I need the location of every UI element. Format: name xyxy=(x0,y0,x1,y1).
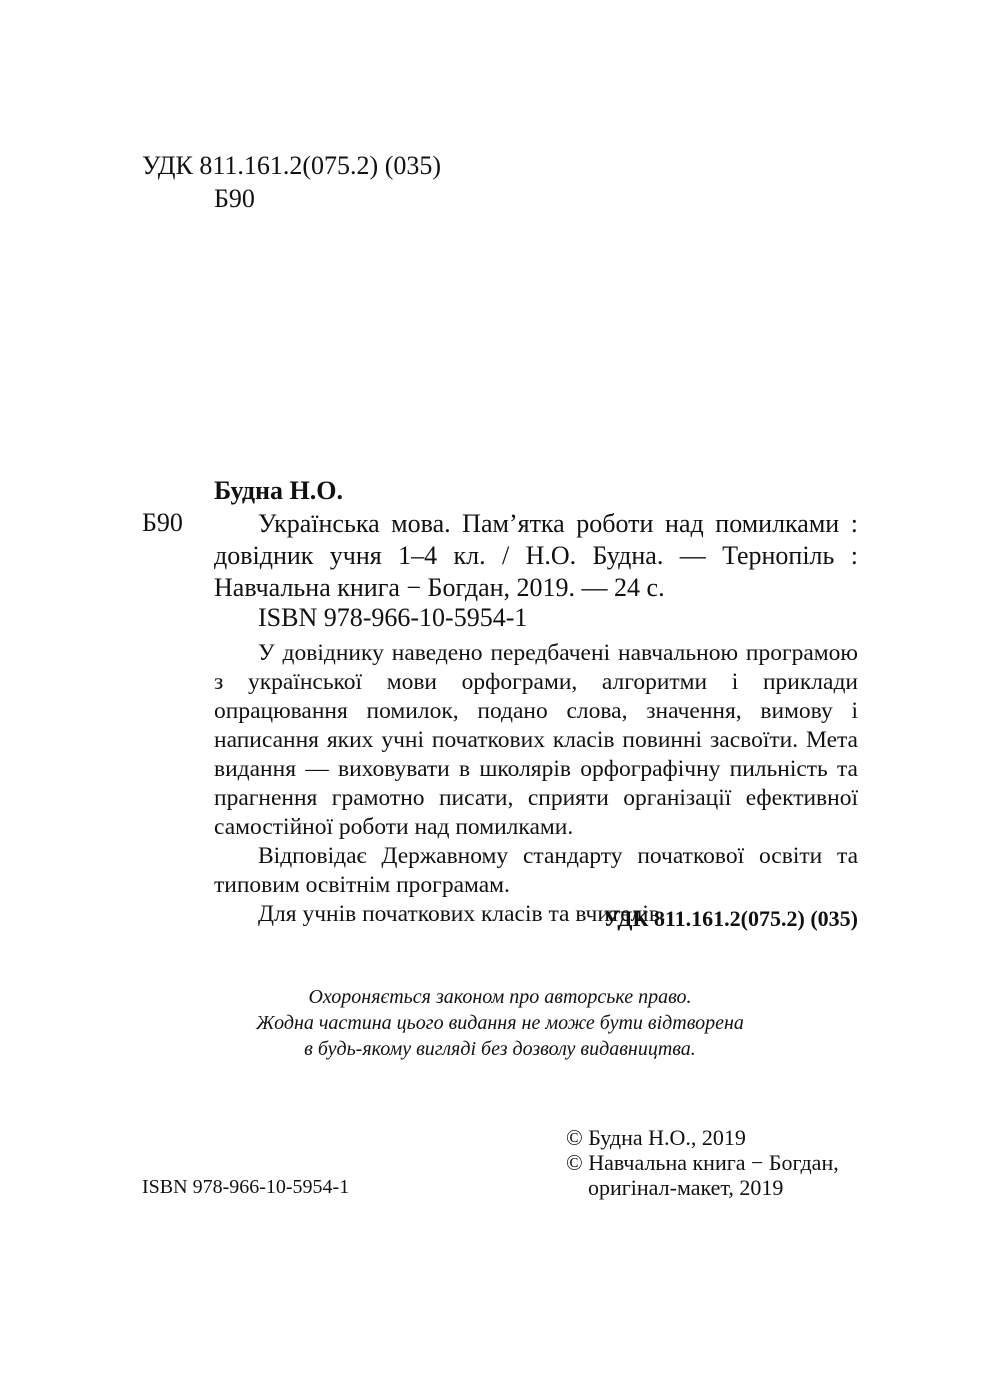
bibliographic-description xyxy=(214,508,858,604)
copyright-notice xyxy=(142,984,858,1062)
udk-card: УДК 811.161.2(075.2) (035) xyxy=(603,906,858,931)
annotation-paragraph: Для учнів початкових класів та вчителів. xyxy=(258,901,666,927)
author-code-header: Б90 xyxy=(214,184,255,213)
isbn-card: ISBN 978-966-10-5954-1 xyxy=(258,603,528,632)
copyright-author: © Будна Н.О., 2019 xyxy=(566,1125,746,1150)
annotation-paragraph: У довіднику наведено передбачені навчальною програмою з української мови орфограми, алгоритми і приклади опрацювання помилок, подано слова, значення, вимову і написання яких учні початкових класів повинні засвоїти. Мета видання — виховувати в школярів орфографічну пильність та прагнення грамотно писати, сприяти організації ефективної самостійної роботи над помилками. xyxy=(214,640,858,840)
isbn-footer: ISBN 978-966-10-5954-1 xyxy=(142,1176,350,1198)
copyright-publisher: © Навчальна книга − Богдан, xyxy=(566,1150,839,1175)
author-code-side: Б90 xyxy=(142,508,183,537)
annotation-paragraph: Відповідає Державному стандарту початкової освіти та типовим освітнім програмам. xyxy=(214,843,858,898)
author-name: Будна Н.О. xyxy=(214,476,343,505)
copyright-layout: оригінал-макет, 2019 xyxy=(588,1175,784,1200)
copyright-block xyxy=(566,1125,839,1200)
udk-header: УДК 811.161.2(075.2) (035) xyxy=(142,151,442,180)
annotation xyxy=(214,639,858,929)
notice-line: в будь-якому вигляді без дозволу видавництва. xyxy=(304,1038,696,1060)
book-title: Українська мова. Пам’ятка роботи над помилками : довідник учня 1–4 кл. / Н.О. Будна. — Тернопіль : Навчальна книга − Богдан, 2019. — 24 с. xyxy=(214,509,858,602)
notice-line: Охороняється законом про авторське право. xyxy=(308,986,692,1008)
notice-line: Жодна частина цього видання не може бути відтворена xyxy=(256,1012,744,1034)
